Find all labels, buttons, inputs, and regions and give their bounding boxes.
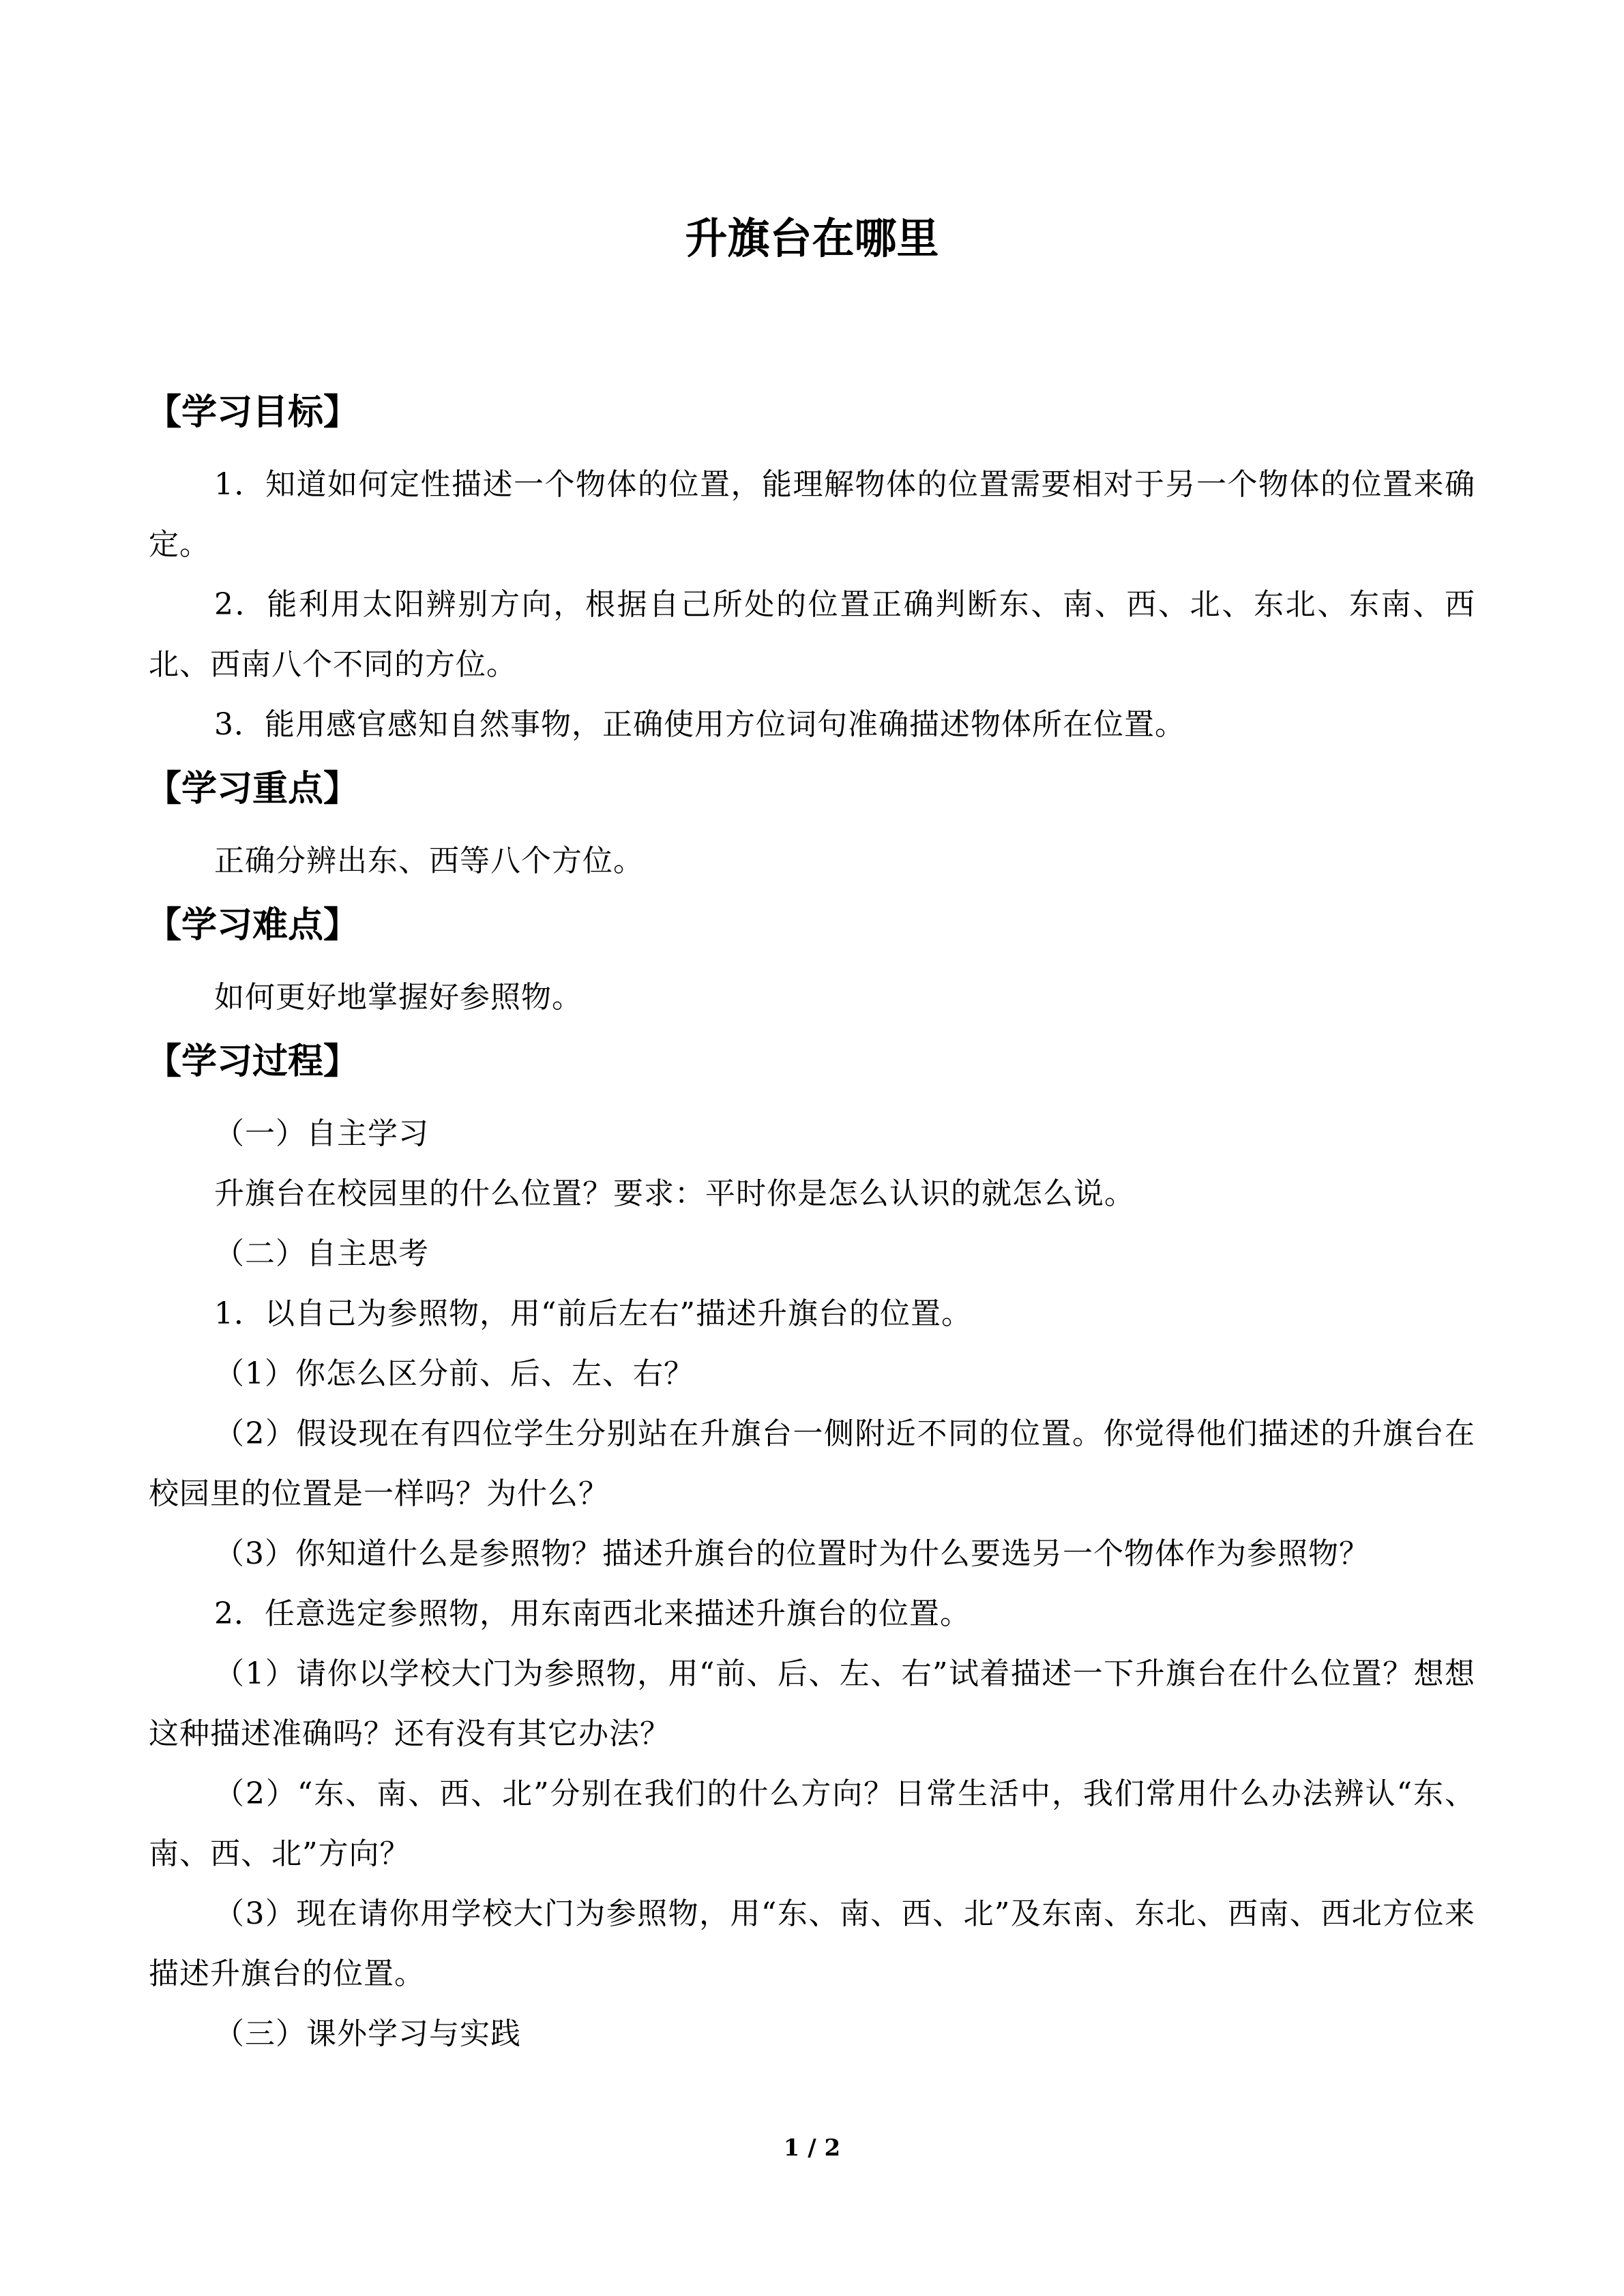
process-line: （二）自主思考 <box>214 1236 429 1271</box>
goal-item: 3．能用感官感知自然事物，正确使用方位词句准确描述物体所在位置。 <box>214 707 1185 742</box>
document-title: 升旗台在哪里 <box>685 213 939 263</box>
difficulty-text: 如何更好地掌握好参照物。 <box>214 980 582 1015</box>
process-line: 升旗台在校园里的什么位置？要求：平时你是怎么认识的就怎么说。 <box>214 1176 1135 1211</box>
process-line: （2）“东、南、西、北”分别在我们的什么方向？日常生活中，我们常用什么办法辨认“东、南、西、北”方向？ <box>149 1776 1475 1871</box>
goal-item: 2．能利用太阳辨别方向，根据自己所处的位置正确判断东、南、西、北、东北、东南、西北、西南八个不同的方位。 <box>149 587 1475 682</box>
section-heading-key: 【学习重点】 <box>146 769 359 809</box>
process-line: （3）现在请你用学校大门为参照物，用“东、南、西、北”及东南、东北、西南、西北方位来描述升旗台的位置。 <box>149 1896 1475 1991</box>
process-line: （三）课外学习与实践 <box>214 2016 521 2051</box>
page-number: 1 / 2 <box>783 2134 841 2162</box>
process-line: （2）假设现在有四位学生分别站在升旗台一侧附近不同的位置。你觉得他们描述的升旗台在校园里的位置是一样吗？为什么？ <box>149 1416 1475 1511</box>
document-body <box>146 378 1475 2064</box>
process-line: （1）你怎么区分前、后、左、右？ <box>214 1356 694 1391</box>
process-line: 1．以自己为参照物，用“前后左右”描述升旗台的位置。 <box>214 1296 972 1331</box>
process-line: （一）自主学习 <box>214 1116 429 1151</box>
process-line: （3）你知道什么是参照物？描述升旗台的位置时为什么要选另一个物体作为参照物？ <box>214 1536 1370 1571</box>
process-line: 2．任意选定参照物，用东南西北来描述升旗台的位置。 <box>214 1596 971 1631</box>
section-heading-process: 【学习过程】 <box>146 1041 359 1082</box>
section-heading-difficulty: 【学习难点】 <box>146 905 359 946</box>
goal-item: 1．知道如何定性描述一个物体的位置，能理解物体的位置需要相对于另一个物体的位置来确定。 <box>149 467 1475 562</box>
process-line: （1）请你以学校大门为参照物，用“前、后、左、右”试着描述一下升旗台在什么位置？想想这种描述准确吗？还有没有其它办法？ <box>149 1656 1475 1751</box>
key-point-text: 正确分辨出东、西等八个方位。 <box>214 844 644 878</box>
section-heading-goals: 【学习目标】 <box>146 392 359 433</box>
